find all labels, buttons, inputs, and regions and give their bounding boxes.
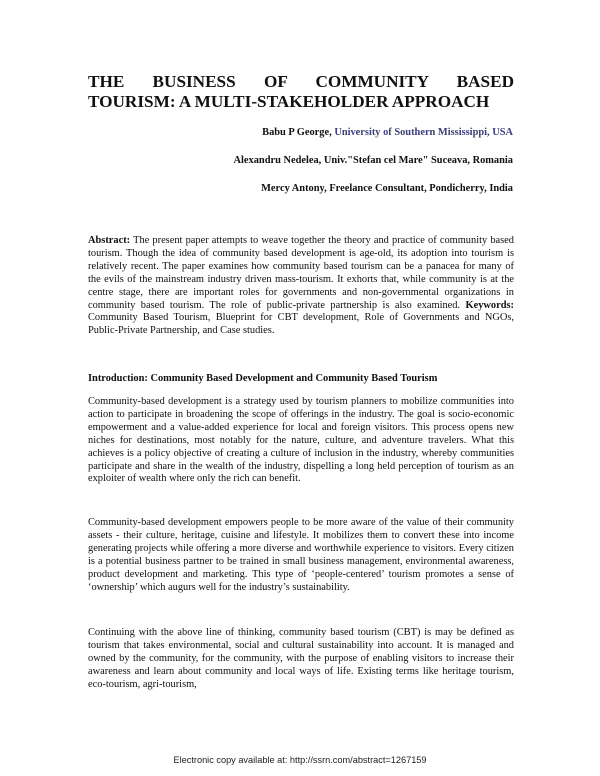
- abstract-text: The present paper attempts to weave together the theory and practice of community based tourism. Though the idea of community based development is age-old, its adoption into tourism is relatively recent. The paper examines how community based tourism can be a panacea for many of the evils of the mainstream industry driven mass-tourism. It exhorts that, while community is at the centre stage, there are important roles for governments and non-governmental organizations in community based tourism. The role of public-private partnership is also examined.: [88, 235, 514, 311]
- abstract-label: Abstract:: [88, 235, 131, 246]
- body-paragraph-2: Community-based development empowers people to be more aware of the value of their community assets - their culture, heritage, cuisine and lifestyle. It mobilizes them to convert these into income generating projects while offering a more diverse and worthwhile experience to visitors. Every citizen is a potential business partner to be trained in small business management, environmental awareness, product development and marketing. This type of ‘people-centered’ tourism promotes a sense of ‘ownership’ which augurs well for the industry’s sustainability.: [88, 517, 514, 593]
- section-heading: Introduction: Community Based Development and Community Based Tourism: [88, 373, 438, 384]
- author-1: [262, 127, 513, 138]
- keywords-label: Keywords:: [465, 299, 514, 311]
- body-paragraph-3: Continuing with the above line of thinking, community based tourism (CBT) is may be defined as tourism that takes environmental, social and cultural sustainability into account. It is managed and owned by the community, for the community, with the purpose of enabling visitors to increase their awareness and learn about community and local ways of life. Existing terms like heritage tourism, eco-tourism, agri-tourism,: [88, 627, 514, 690]
- footer-ssrn-link[interactable]: Electronic copy available at: http://ssrn.com/abstract=1267159: [173, 755, 427, 765]
- author-1-affiliation: University of Southern Mississippi, USA: [334, 127, 513, 138]
- abstract: [88, 235, 514, 338]
- author-2: Alexandru Nedelea, Univ."Stefan cel Mare" Suceava, Romania: [233, 155, 513, 166]
- paper-title: [88, 72, 514, 112]
- title-line-2: TOURISM: A MULTI-STAKEHOLDER APPROACH: [88, 92, 490, 111]
- title-line-1: THE BUSINESS OF COMMUNITY BASED: [88, 72, 514, 91]
- keywords-text: Community Based Tourism, Blueprint for CBT development, Role of Governments and NGOs, Public-Private Partnership, and Case studies.: [88, 312, 514, 337]
- body-paragraph-1: Community-based development is a strategy used by tourism planners to mobilize communities into action to participate in broadening the scope of offerings in the industry. The goal is socio-economic empowerment and a value-added experience for local and foreign visitors. This process opens new niches for destinations, most notably for the nature, culture, and adventure travelers. What this achieves is a policy objective of creating a culture of inclusion in the industry, whereby communities participate and share in the wealth of the industry, dispelling a long held perception of tourism as an exploiter of wealth where only the rich can benefit.: [88, 396, 514, 485]
- author-1-name: Babu P George,: [262, 127, 332, 138]
- author-3: Mercy Antony, Freelance Consultant, Pondicherry, India: [261, 183, 513, 194]
